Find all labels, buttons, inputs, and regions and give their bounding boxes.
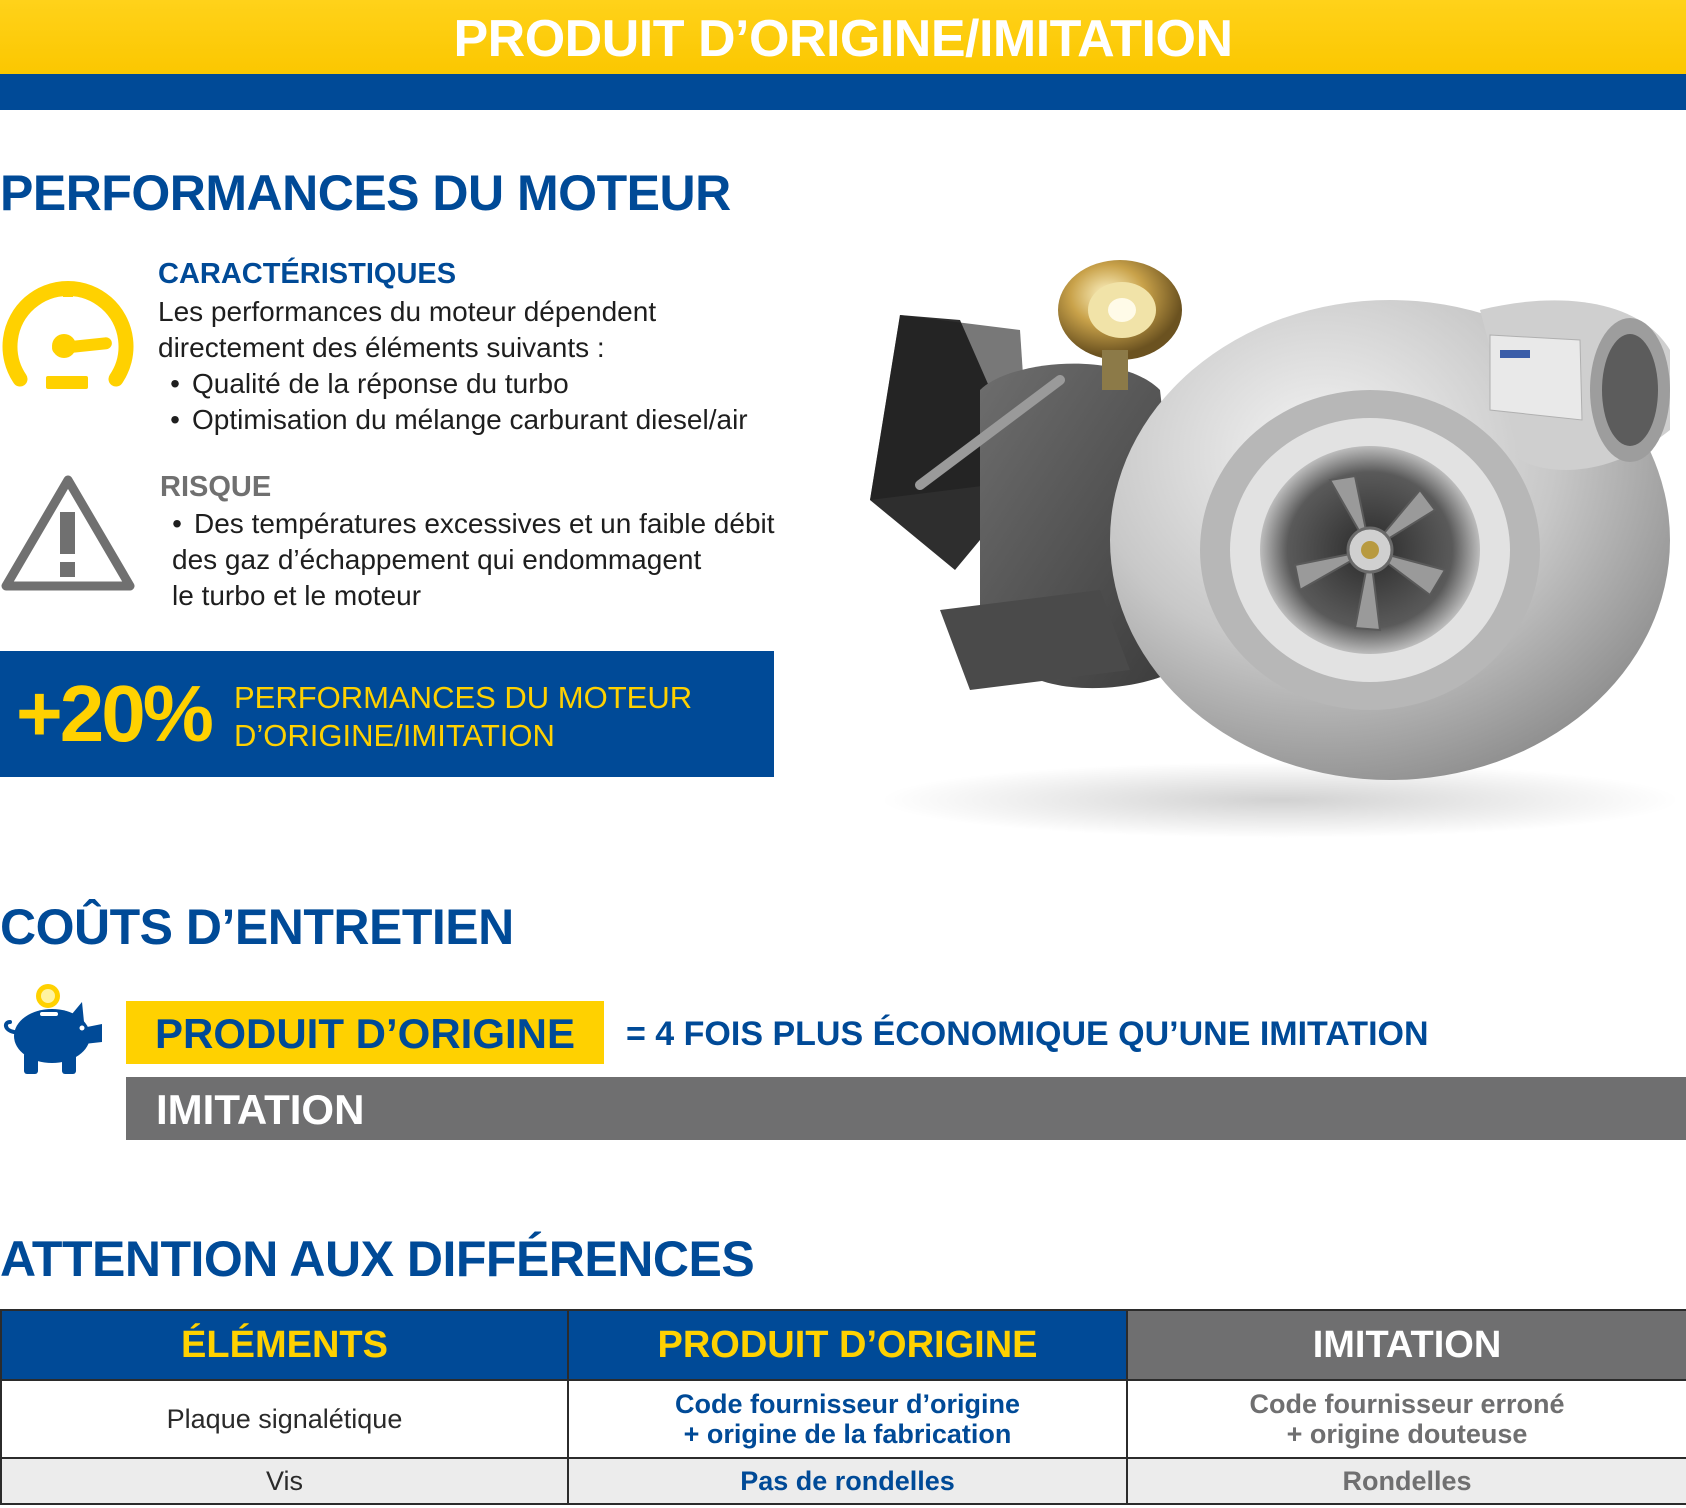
piggy-bank-icon (0, 980, 110, 1076)
performance-gain-value: +20% (16, 669, 211, 758)
characteristics-text (158, 294, 748, 438)
warning-triangle-icon (0, 472, 136, 596)
table-row (1, 1380, 1686, 1458)
costs-heading: COÛTS D’ENTRETIEN (0, 899, 514, 955)
column-header-imitation: IMITATION (1127, 1310, 1686, 1380)
risk-line-3: le turbo et le moteur (172, 580, 422, 611)
characteristics-title: CARACTÉRISTIQUES (158, 258, 457, 290)
characteristics-bullet: • Qualité de la réponse du turbo (158, 366, 748, 402)
column-header-elements: ÉLÉMENTS (1, 1310, 568, 1380)
cell-origin: Code fournisseur d’origine + origine de la fabrication (568, 1380, 1127, 1458)
differences-table (0, 1309, 1686, 1505)
cell-element: Vis (1, 1458, 568, 1504)
page-title: PRODUIT D’ORIGINE/IMITATION (453, 10, 1233, 68)
characteristics-intro-line-2: directement des éléments suivants : (158, 332, 605, 363)
differences-heading: ATTENTION AUX DIFFÉRENCES (0, 1231, 755, 1287)
cell-element: Plaque signalétique (1, 1380, 568, 1458)
table-header-row (1, 1310, 1686, 1380)
speedometer-icon (0, 276, 136, 392)
cell-origin: Pas de rondelles (568, 1458, 1127, 1504)
turbocharger-photo (860, 240, 1686, 840)
imitation-cost-label: IMITATION (156, 1086, 365, 1133)
characteristics-intro-line-1: Les performances du moteur dépendent (158, 296, 657, 327)
cell-imitation: Code fournisseur erroné + origine douteuse (1127, 1380, 1686, 1458)
origin-cost-claim: = 4 FOIS PLUS ÉCONOMIQUE QU’UNE IMITATION (626, 1015, 1429, 1053)
performance-gain-caption: PERFORMANCES DU MOTEUR D’ORIGINE/IMITATION (234, 680, 693, 753)
cell-imitation: Rondelles (1127, 1458, 1686, 1504)
origin-cost-label: PRODUIT D’ORIGINE (154, 1010, 576, 1057)
column-header-origin: PRODUIT D’ORIGINE (568, 1310, 1127, 1380)
risk-text (160, 506, 775, 614)
table-row (1, 1458, 1686, 1504)
risk-bullet: • Des températures excessives et un faible débit (160, 506, 775, 542)
risk-line-2: des gaz d’échappement qui endommagent (172, 544, 702, 575)
header-stripe (0, 74, 1686, 110)
characteristics-bullet: • Optimisation du mélange carburant diesel/air (158, 402, 748, 438)
performance-heading: PERFORMANCES DU MOTEUR (0, 165, 731, 221)
risk-title: RISQUE (160, 471, 272, 503)
